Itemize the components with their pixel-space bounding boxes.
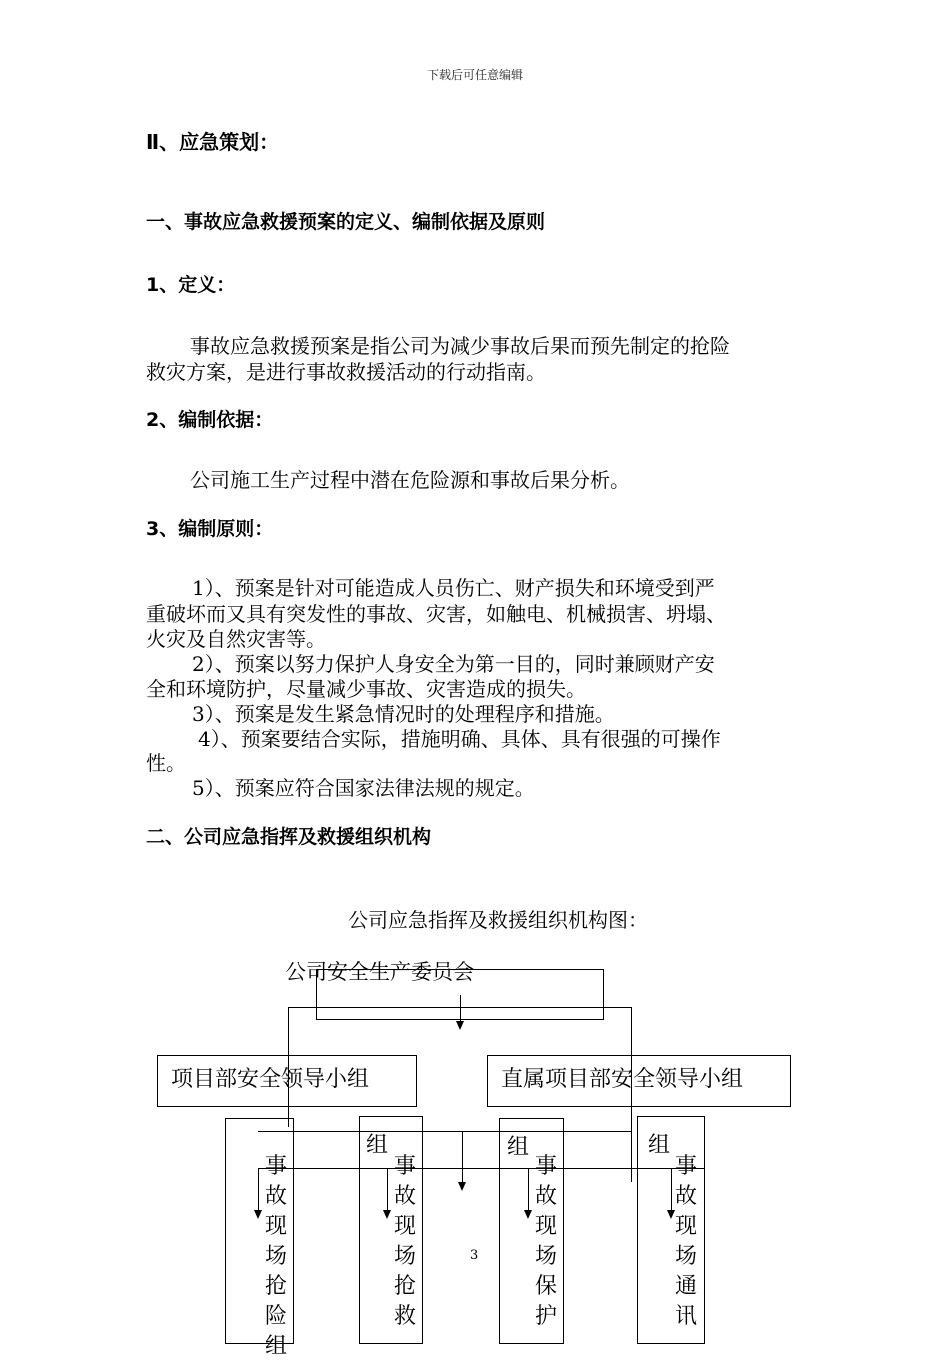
basis-text: 公司施工生产过程中潜在危险源和事故后果分析。 bbox=[190, 468, 630, 492]
sub3-heading: 3、编制原则： bbox=[146, 518, 274, 540]
principle-4-line-1: 4）、预案要结合实际，措施明确、具体、具有很强的可操作 bbox=[198, 727, 721, 751]
connector bbox=[258, 1131, 632, 1132]
connector bbox=[671, 1168, 672, 1210]
principle-1-line-2: 重破坏而又具有突发性的事故、灾害，如触电、机械损害、坍塌、 bbox=[146, 602, 726, 626]
arrow-down-icon bbox=[456, 1021, 464, 1030]
group-label-1: 事故现场抢险组 bbox=[264, 1154, 287, 1359]
group-prefix-4: 组 bbox=[648, 1133, 671, 1158]
principle-4-line-2: 性。 bbox=[146, 751, 186, 775]
header-note: 下载后可任意编辑 bbox=[426, 68, 523, 82]
connector bbox=[528, 1168, 529, 1210]
group-prefix-2: 组 bbox=[366, 1133, 389, 1158]
connector bbox=[462, 1131, 463, 1185]
top-node-label: 公司安全生产委员会 bbox=[285, 960, 474, 984]
arrow-down-icon bbox=[458, 1182, 466, 1191]
arrow-down-icon bbox=[383, 1210, 391, 1219]
sub1-heading: 1、定义： bbox=[146, 274, 236, 296]
principle-2-line-2: 全和环境防护，尽量减少事故、灾害造成的损失。 bbox=[146, 677, 586, 701]
principle-1-line-3: 火灾及自然灾害等。 bbox=[146, 627, 326, 651]
level2-label-left: 项目部安全领导小组 bbox=[171, 1067, 370, 1092]
page-number: 3 bbox=[470, 1248, 479, 1263]
group-label-4: 事故现场通讯 bbox=[674, 1154, 697, 1329]
chart-title: 公司应急指挥及救援组织机构图： bbox=[348, 908, 648, 932]
principle-2-line-1: 2）、预案以努力保护人身安全为第一目的，同时兼顾财产安 bbox=[192, 652, 715, 676]
connector bbox=[387, 1168, 388, 1210]
definition-line-2: 救灾方案，是进行事故救援活动的行动指南。 bbox=[146, 360, 546, 384]
connector bbox=[258, 1168, 259, 1210]
principle-5: 5）、预案应符合国家法律法规的规定。 bbox=[192, 776, 535, 800]
group-label-2: 事故现场抢救 bbox=[393, 1154, 416, 1329]
connector bbox=[460, 995, 461, 1022]
level2-label-right: 直属项目部安全领导小组 bbox=[501, 1067, 744, 1092]
definition-line-1: 事故应急救援预案是指公司为减少事故后果而预先制定的抢险 bbox=[190, 334, 730, 358]
principle-3: 3）、预案是发生紧急情况时的处理程序和措施。 bbox=[192, 702, 615, 726]
connector bbox=[288, 1007, 632, 1008]
arrow-down-icon bbox=[524, 1210, 532, 1219]
group-label-3: 事故现场保护 bbox=[534, 1154, 557, 1329]
group-prefix-3: 组 bbox=[507, 1135, 530, 1160]
principle-1-line-1: 1）、预案是针对可能造成人员伤亡、财产损失和环境受到严 bbox=[192, 576, 715, 600]
heading-1: 一、事故应急救援预案的定义、编制依据及原则 bbox=[146, 211, 546, 233]
section-heading: Ⅱ、应急策划： bbox=[146, 130, 280, 154]
heading-2: 二、公司应急指挥及救援组织机构 bbox=[146, 826, 432, 848]
arrow-down-icon bbox=[254, 1210, 262, 1219]
sub2-heading: 2、编制依据： bbox=[146, 409, 274, 431]
